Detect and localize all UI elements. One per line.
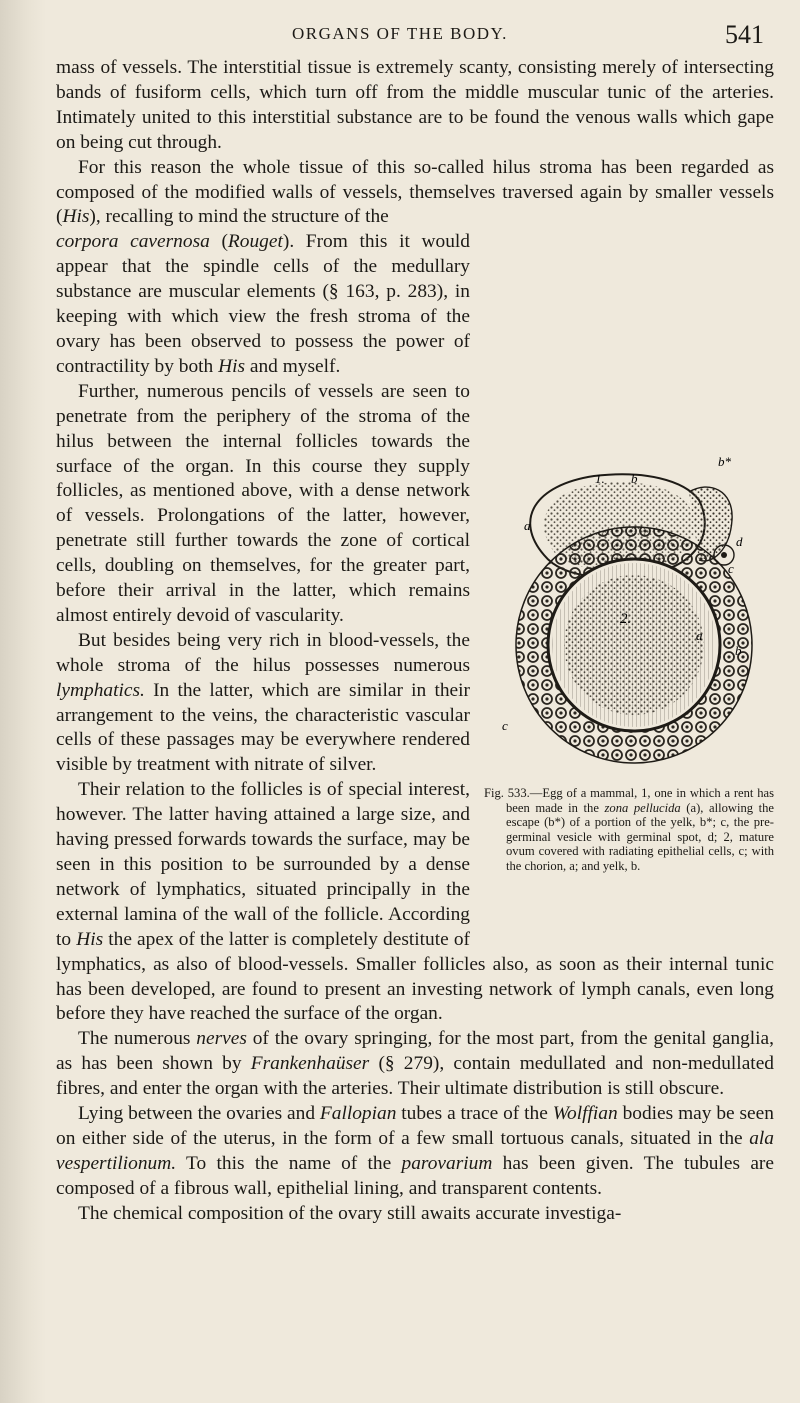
label-b-star: b* [718,454,731,470]
label-c-2: c [502,718,508,734]
label-b: b [631,471,638,487]
label-2: 2. [620,611,632,628]
paragraph: Lying between the ovaries and Fallopian tubes a trace of the Wolffian bodies may be seen on either side of the uterus, in the form of a few small tortuous canals, situated in the ala vespertilionum. To this the name of the parovarium has been given. The tubules are composed of a fibrous wall, epithelial lining, and transparent contents. [56,1103,774,1199]
egg-illustration [484,230,774,778]
label-a-2: a [696,628,703,644]
page-number: 541 [725,20,764,49]
paragraph: Their relation to the follicles is of special interest, however. The latter having attained a large size, and having pressed forwards towards the surface, may be seen in this position to be surrounded by a dense network of lymphatics, situated principally in the external lamina of the wall of the follicle. According to His the apex of the latter is completely destitute of lymphatics, as also of blood-vessels. Smaller follicles also, as soon as their internal tunic has been developed, are found to present an investing network of lymph canals, even long before they have reached the surface of the organ. [56,779,774,1025]
egg-2 [516,527,752,763]
figure-533 [484,230,774,922]
page-header [0,12,800,52]
label-c: c [728,561,734,577]
paragraph: The numerous nerves of the ovary springing, for the most part, from the genital ganglia, as has been shown by Frankenhaüser (§ 279), contain medullated and non-medullated fibres, and enter the organ with the arteries. Their ultimate distribution is still obscure. [56,1028,774,1100]
running-head: ORGANS OF THE BODY. [292,24,508,43]
label-1: 1. [595,471,605,487]
paragraph: But besides being very rich in blood-vessels, the whole stroma of the hilus possesses numerous lymphatics. In the latter, which are similar in their arrangement to the veins, the characteristic vascular cells of these passages may be everywhere rendered visible by treatment with nitrate of silver. [56,629,470,776]
figure-caption: Fig. 533.—Egg of a mammal, 1, one in which a rent has been made in the zona pellucida (a), allowing the escape (b*) of a portion of the yelk, b*; c, the pre-germinal vesicle with germinal spot, d; 2, mature ovum covered with radiating epithelial cells, c; with the chorion, a; and yelk, b. [484,786,775,873]
label-d: d [736,534,743,550]
page-gutter-shadow [0,0,46,1403]
paragraph: The chemical composition of the ovary still awaits accurate investiga- [78,1202,622,1224]
paragraph: For this reason the whole tissue of this so-called hilus stroma has been regarded as composed of the modified walls of vessels, themselves traversed again by smaller vessels (His), recalling to mind the structure of the [56,156,774,228]
body-text: mass of vessels. The interstitial tissue is extremely scanty, consisting merely of intersecting bands of fusiform cells, which turn off from the middle muscular tunic of the arteries. Intimately united to this interstitial substance are to be found the venous walls which gape on being cut through. For this reason the whole tissue of this so-called hilus stroma has been regarded as composed of the modified walls of vessels, themselves traversed again by smaller vessels (His), recalling to mind the structure of the 1. b b* a d c 2. a b c Fig. 533.—Egg of a mammal, 1, one in which a rent has been made in the zona pellucida (a), allowing the escape (b*) of a portion of the yelk, b*; c, the pre-germinal vesicle with germinal spot, d; 2, mature ovum covered with radiating epithelial cells, c; with the chorion, a; and yelk, b. corpora cavernosa (Rouget). From this it would appear that the spindle cells of the medullary substance are muscular elements (§ 163, p. 283), in keeping with which view the fresh stroma of the ovary has been observed to possess the power of contractility by both His and myself. Further, numerous pencils of vessels are seen to penetrate from the periphery of the stroma of the hilus between the internal follicles towards the surface of the organ. In this course they supply follicles, as mentioned above, with a dense network of vessels. Prolongations of the latter, however, penetrate still further towards the zone of cortical cells, doubling on themselves, for the greater part, before their arrival in the latter, which remains almost entirely devoid of vascularity. But besides being very rich in blood-vessels, the whole stroma of the hilus possesses numerous lymphatics. In the latter, which are similar in their arrangement to the veins, the characteristic vascular cells of these passages may be everywhere rendered visible by treatment with nitrate of silver. Their relation to the follicles is of special interest, however. The latter having attained a large size, and having pressed forwards towards the surface, may be seen in this position to be surrounded by a dense network of lymphatics, situated principally in the external lamina of the wall of the follicle. According to His the apex of the latter is completely destitute of lymphatics, as also of blood-vessels. Smaller follicles also, as soon as their internal tunic has been developed, are found to present an investing network of lymph canals, even long before they have reached the surface of the organ. The numerous nerves of the ovary springing, for the most part, from the genital ganglia, as has been shown by Frankenhaüser (§ 279), contain medullated and non-medullated fibres, and enter the organ with the arteries. Their ultimate distribution is still obscure. Lying between the ovaries and Fallopian tubes a trace of the Wolffian bodies may be seen on either side of the uterus, in the form of a few small tortuous canals, situated in the ala vespertilionum. To this the name of the parovarium has been given. The tubules are composed of a fibrous wall, epithelial lining, and transparent contents. The chemical composition of the ovary still awaits accurate investiga- [56,56,774,1227]
label-a: a [524,518,531,534]
paragraph: mass of vessels. The interstitial tissue is extremely scanty, consisting merely of intersecting bands of fusiform cells, which turn off from the middle muscular tunic of the arteries. Intimately united to this interstitial substance are to be found the venous walls which gape on being cut through. [56,57,774,153]
paragraph: Further, numerous pencils of vessels are seen to penetrate from the periphery of the stroma of the hilus between the internal follicles towards the surface of the organ. In this course they supply follicles, as mentioned above, with a dense network of vessels. Prolongations of the latter, however, penetrate still further towards the zone of cortical cells, doubling on themselves, for the greater part, before their arrival in the latter, which remains almost entirely devoid of vascularity. [56,380,470,626]
label-b-2: b [735,643,742,659]
